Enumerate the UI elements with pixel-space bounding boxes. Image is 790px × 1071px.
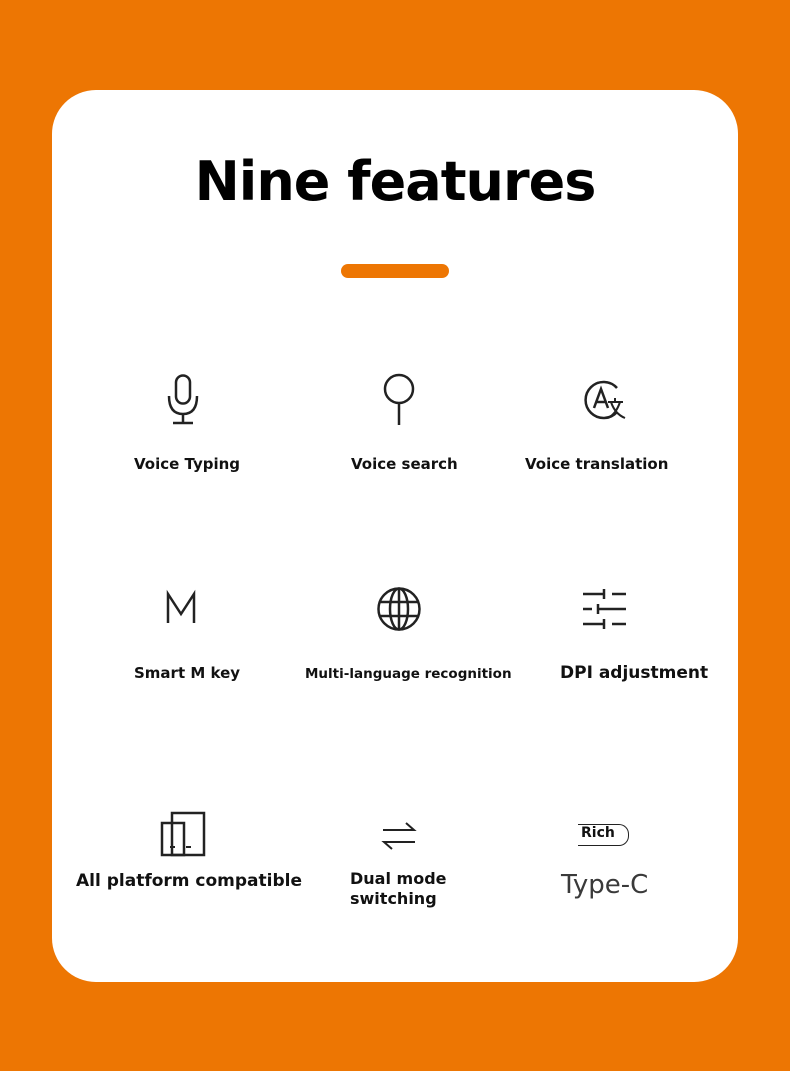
feature-label-type-c: Type-C bbox=[561, 870, 649, 900]
title-underline bbox=[341, 264, 449, 278]
feature-label-voice-typing: Voice Typing bbox=[134, 455, 241, 473]
microphone-icon bbox=[166, 374, 200, 426]
m-key-icon bbox=[166, 592, 196, 624]
feature-label-dual-mode-line1: Dual mode bbox=[350, 869, 447, 888]
sliders-icon bbox=[582, 589, 628, 631]
feature-label-dpi-adjustment: DPI adjustment bbox=[560, 663, 709, 683]
feature-label-voice-translation: Voice translation bbox=[525, 455, 669, 473]
devices-icon bbox=[160, 811, 206, 857]
feature-label-voice-search: Voice search bbox=[351, 455, 458, 473]
feature-label-smart-m-key: Smart M key bbox=[134, 664, 241, 682]
page-title: Nine features bbox=[194, 150, 596, 213]
feature-label-all-platform: All platform compatible bbox=[76, 871, 303, 891]
feature-label-dual-mode-line2: switching bbox=[350, 889, 437, 908]
rich-badge-label: Rich bbox=[581, 825, 615, 841]
search-pin-icon bbox=[383, 373, 417, 427]
translate-icon bbox=[583, 378, 629, 422]
swap-arrows-icon bbox=[381, 821, 417, 851]
feature-label-multi-language: Multi-language recognition bbox=[305, 666, 512, 682]
globe-icon bbox=[376, 586, 422, 632]
